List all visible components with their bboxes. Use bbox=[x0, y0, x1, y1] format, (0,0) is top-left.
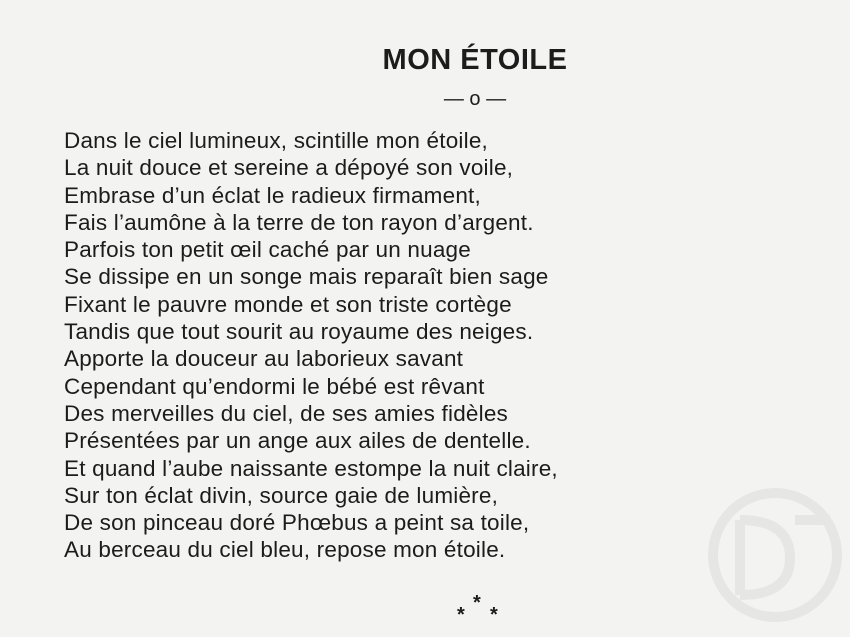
poem-line: De son pinceau doré Phœbus a peint sa toile, bbox=[64, 510, 530, 536]
poem-line: Tandis que tout sourit au royaume des neiges. bbox=[64, 319, 534, 345]
poem-line: Parfois ton petit œil caché par un nuage bbox=[64, 237, 471, 263]
poem-line: Présentées par un ange aux ailes de dentelle. bbox=[64, 428, 531, 454]
poem-line: Des merveilles du ciel, de ses amies fidèles bbox=[64, 400, 508, 426]
poem-line: Se dissipe en un songe mais reparaît bien sage bbox=[64, 264, 549, 290]
poem-line: Fixant le pauvre monde et son triste cortège bbox=[64, 291, 512, 317]
title-separator: — o — bbox=[443, 88, 507, 110]
poem-line: Fais l’aumône à la terre de ton rayon d’argent. bbox=[64, 209, 534, 235]
asterism bbox=[440, 592, 520, 632]
poem-line: Cependant qu’endormi le bébé est rêvant bbox=[64, 373, 485, 399]
asterism-star-icon: * bbox=[473, 592, 481, 614]
asterism-star-icon: * bbox=[490, 604, 498, 626]
poem-line: Dans le ciel lumineux, scintille mon étoile, bbox=[64, 128, 488, 153]
poem-line: Sur ton éclat divin, source gaie de lumière, bbox=[64, 482, 499, 508]
poem-line: La nuit douce et sereine a dépoyé son voile, bbox=[64, 155, 514, 181]
poem-line: Apporte la douceur au laborieux savant bbox=[64, 346, 464, 372]
asterism-star-icon: * bbox=[457, 604, 465, 626]
poem-body bbox=[64, 127, 704, 564]
poem-line: Au berceau du ciel bleu, repose mon étoile. bbox=[64, 537, 506, 563]
poem-line: Embrase d’un éclat le radieux firmament, bbox=[64, 182, 481, 208]
poem-line: Et quand l’aube naissante estompe la nuit claire, bbox=[64, 455, 558, 481]
page-title: MON ÉTOILE bbox=[382, 44, 568, 76]
